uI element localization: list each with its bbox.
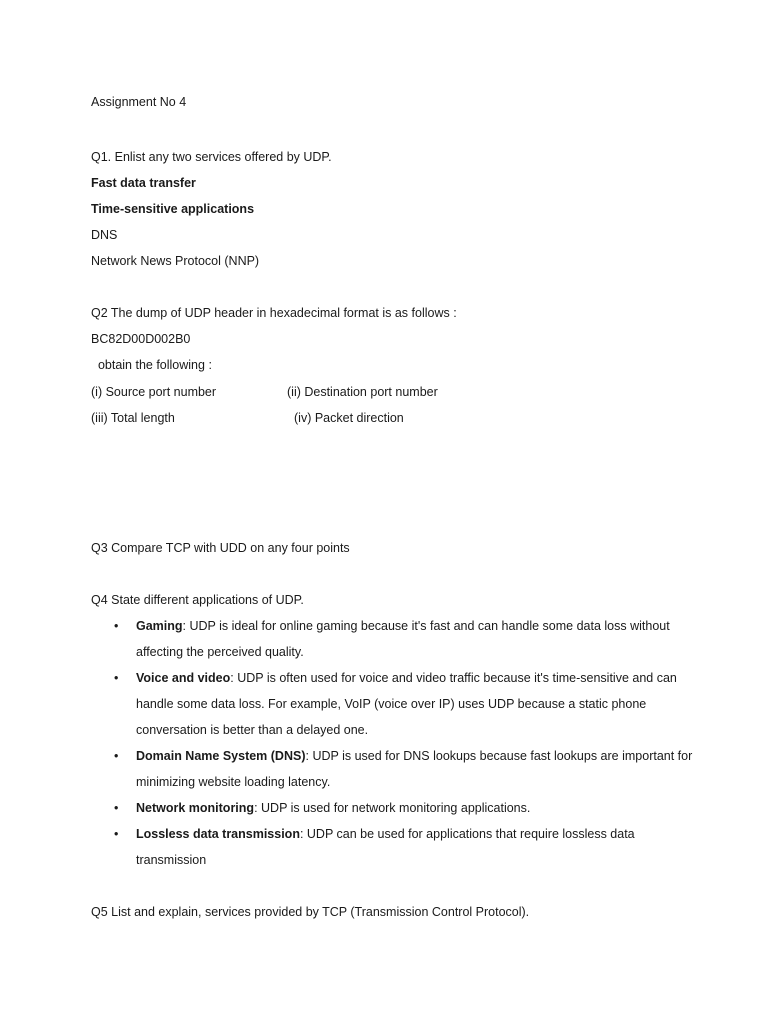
q4-bullet-network-monitoring	[136, 795, 706, 821]
q2-question: Q2 The dump of UDP header in hexadecimal format is as follows :	[91, 306, 457, 320]
q2-part-2: (ii) Destination port number	[287, 385, 438, 399]
q1-answer-3: DNS	[91, 228, 118, 242]
bullet-icon: •	[114, 801, 119, 815]
bullet-term: Network monitoring	[136, 801, 255, 815]
bullet-text: : UDP is ideal for online gaming because it's fast and can handle some data loss without affecting the perceived quality.	[136, 619, 670, 659]
q4-bullet-dns	[136, 743, 706, 795]
bullet-term: Voice and video	[136, 671, 231, 685]
bullet-icon: •	[114, 827, 119, 841]
q2-part-3: (iii) Total length	[91, 411, 175, 425]
bullet-term: Domain Name System (DNS)	[136, 749, 306, 763]
q1-answer-1: Fast data transfer	[91, 176, 196, 190]
q1-answer-4: Network News Protocol (NNP)	[91, 254, 260, 268]
q4-question: Q4 State different applications of UDP.	[91, 593, 304, 607]
bullet-text: : UDP is used for DNS lookups because fast lookups are important for minimizing website loading latency.	[136, 749, 693, 789]
bullet-term: Gaming	[136, 619, 183, 633]
bullet-text: : UDP is often used for voice and video traffic because it's time-sensitive and can handle some data loss. For example, VoIP (voice over IP) uses UDP because a static phone conversation is better than a delayed one.	[136, 671, 677, 737]
bullet-text: : UDP can be used for applications that require lossless data transmission	[136, 827, 635, 867]
q2-part-4: (iv) Packet direction	[294, 411, 404, 425]
q4-bullet-gaming	[136, 613, 706, 665]
q4-bullet-voice-video	[136, 665, 706, 743]
q3-question: Q3 Compare TCP with UDD on any four points	[91, 541, 350, 555]
bullet-icon: •	[114, 619, 119, 633]
q1-answer-2: Time-sensitive applications	[91, 202, 255, 216]
q5-question: Q5 List and explain, services provided by TCP (Transmission Control Protocol).	[91, 905, 530, 919]
bullet-text: : UDP is used for network monitoring applications.	[254, 801, 531, 815]
q2-part-1: (i) Source port number	[91, 385, 217, 399]
q2-hex-dump: BC82D00D002B0	[91, 332, 191, 346]
document-title: Assignment No 4	[91, 95, 187, 109]
q1-question: Q1. Enlist any two services offered by UDP.	[91, 150, 332, 164]
bullet-icon: •	[114, 749, 119, 763]
q2-obtain-label: obtain the following :	[91, 358, 212, 372]
bullet-term: Lossless data transmission	[136, 827, 300, 841]
q4-bullet-lossless	[136, 821, 706, 873]
bullet-icon: •	[114, 671, 119, 685]
